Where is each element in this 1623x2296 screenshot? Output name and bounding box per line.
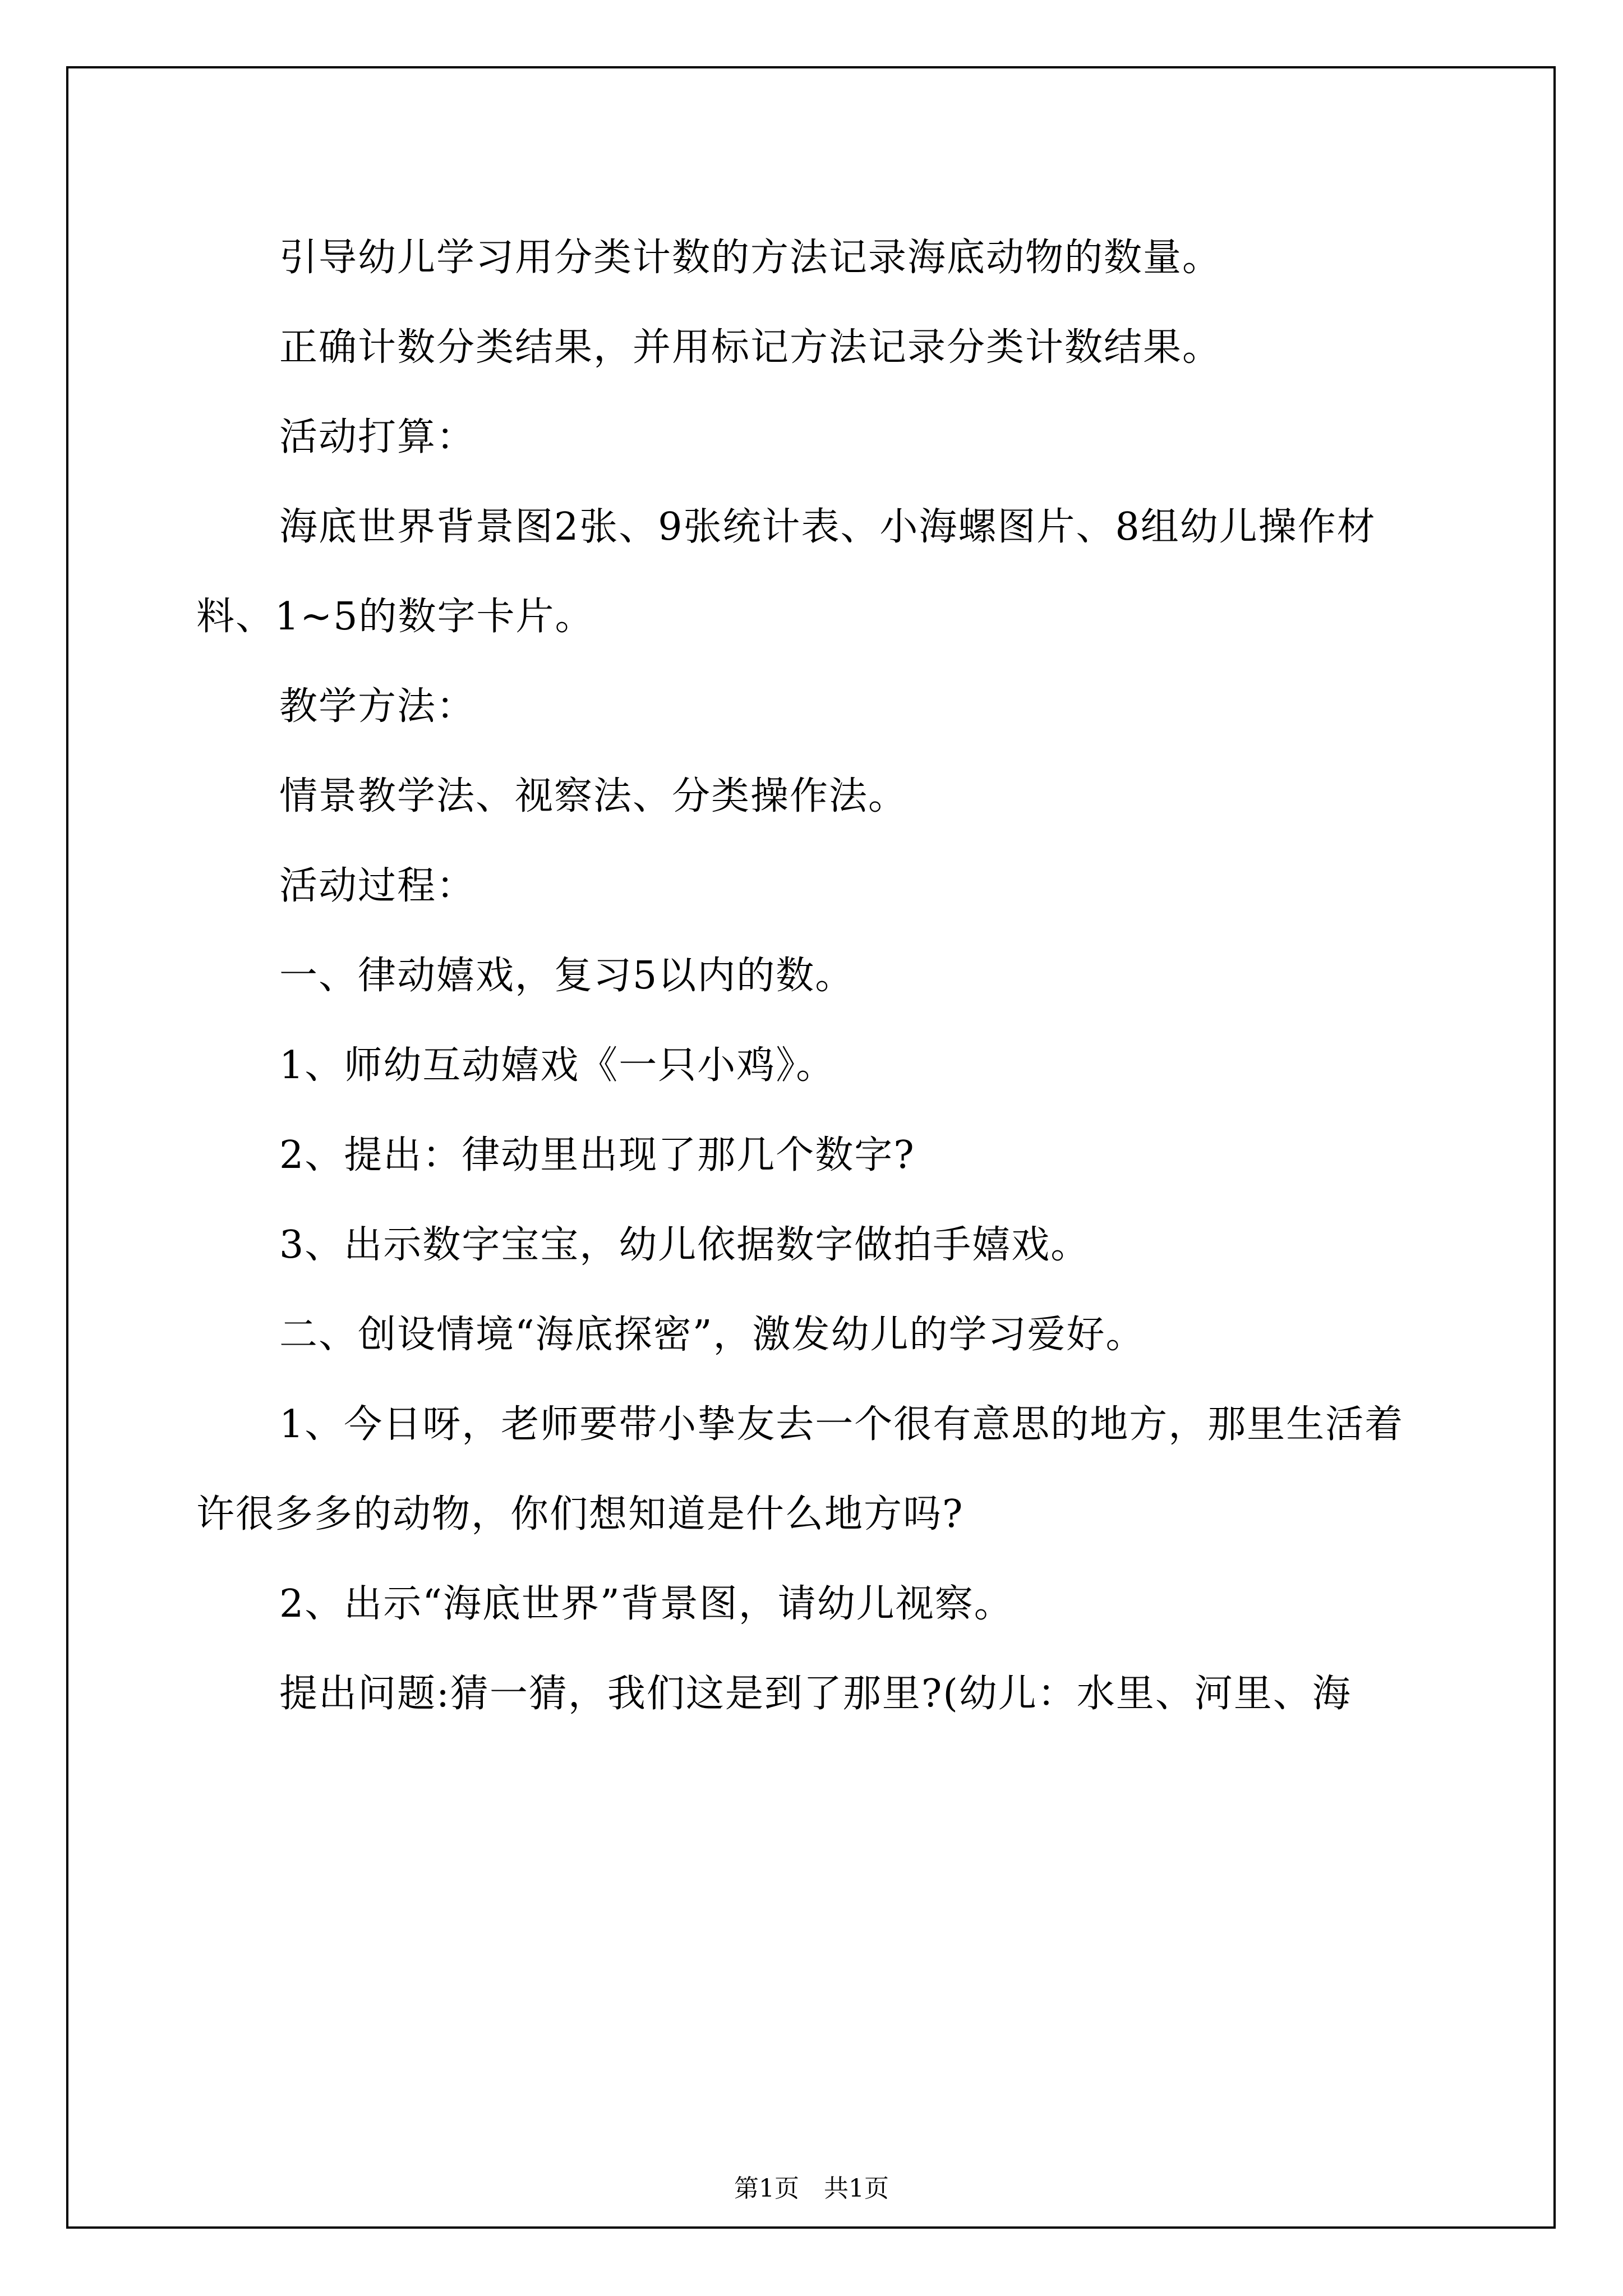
- paragraph: 1、师幼互动嬉戏《一只小鸡》。: [279, 1043, 836, 1088]
- paragraph: 3、出示数字宝宝，幼儿依据数字做拍手嬉戏。: [279, 1223, 1090, 1267]
- page-number-footer: 第1页 共1页: [734, 2174, 889, 2203]
- paragraph: 引导幼儿学习用分类计数的方法记录海底动物的数量。: [279, 236, 1222, 280]
- paragraph: 教学方法：: [279, 684, 476, 729]
- paragraph: 二、创设情境“海底探密”，激发幼儿的学习爱好。: [279, 1313, 1145, 1357]
- paragraph: 1、今日呀，老师要带小挚友去一个很有意思的地方，那里生活着许很多多的动物，你们想知道是什么地方吗?: [196, 1402, 1404, 1536]
- paragraph: 一、律动嬉戏，复习5以内的数。: [279, 954, 855, 998]
- paragraph: 提出问题:猜一猜，我们这是到了那里?(幼儿：水里、河里、海: [279, 1672, 1352, 1716]
- document-body: [196, 213, 1430, 1739]
- paragraph: 2、提出：律动里出现了那几个数字?: [279, 1133, 915, 1177]
- paragraph: 2、出示“海底世界”背景图，请幼儿视察。: [279, 1582, 1013, 1626]
- paragraph: 海底世界背景图2张、9张统计表、小海螺图片、8组幼儿操作材料、1~5的数字卡片。: [196, 505, 1376, 639]
- paragraph: 正确计数分类结果，并用标记方法记录分类计数结果。: [279, 325, 1222, 370]
- paragraph: 活动过程：: [279, 864, 476, 908]
- paragraph: 活动打算：: [279, 415, 476, 459]
- paragraph: 情景教学法、视察法、分类操作法。: [279, 774, 908, 818]
